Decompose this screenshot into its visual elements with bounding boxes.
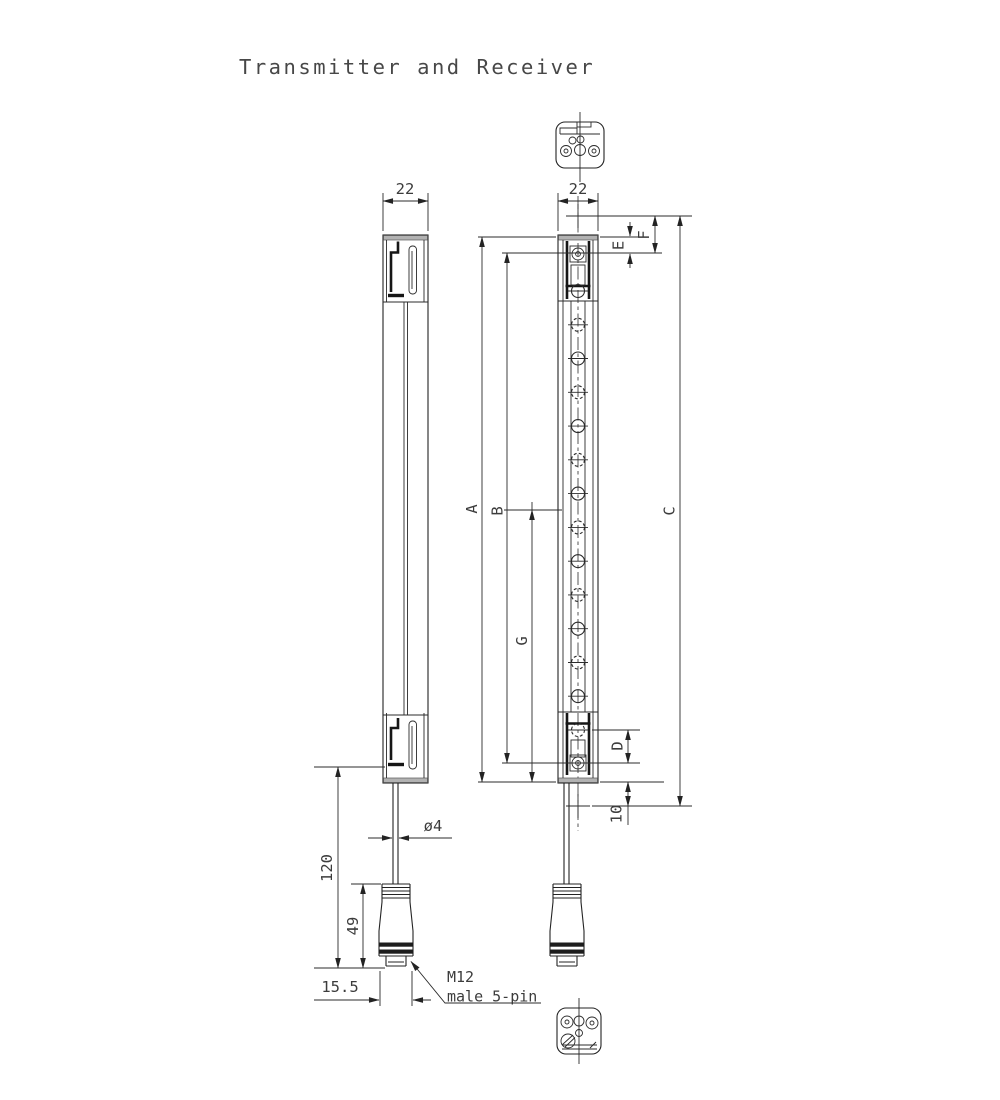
cable bbox=[393, 783, 398, 884]
connector-taper bbox=[379, 902, 413, 931]
top-end-screw-right-dot bbox=[592, 149, 596, 153]
cable-diameter-label: ø4 bbox=[423, 817, 443, 835]
connector-band bbox=[379, 943, 413, 947]
ext-lines-22-side bbox=[383, 193, 428, 231]
front-cable-connector bbox=[550, 783, 584, 966]
connector-thread-tip bbox=[386, 956, 406, 966]
side-extrusion-lines bbox=[383, 302, 428, 715]
front-width-label: 22 bbox=[568, 180, 588, 198]
top-end-small-hole-2 bbox=[577, 136, 584, 143]
connector-type-label-2: male 5-pin bbox=[447, 987, 538, 1006]
front-bottom-cap bbox=[559, 778, 598, 783]
front-view bbox=[550, 196, 598, 966]
ext-lines-15-5 bbox=[380, 971, 412, 1006]
bottom-end-screw-right bbox=[586, 1017, 598, 1029]
connector-ribs bbox=[382, 884, 410, 902]
side-top-cap bbox=[384, 236, 428, 241]
side-bottom-cap bbox=[384, 778, 428, 783]
cable-length-label: 120 bbox=[318, 854, 336, 882]
page-title: Transmitter and Receiver bbox=[239, 55, 596, 79]
connector-band bbox=[379, 950, 413, 954]
top-end-screw-right bbox=[589, 146, 600, 157]
side-top-slot bbox=[409, 246, 417, 294]
top-end-view bbox=[556, 112, 604, 182]
side-width-label: 22 bbox=[395, 180, 415, 198]
side-bottom-slot bbox=[409, 721, 417, 769]
top-end-key-notch bbox=[577, 122, 591, 127]
side-top-bracket-section bbox=[391, 242, 398, 293]
top-end-screw-left bbox=[561, 146, 572, 157]
top-end-small-hole-1 bbox=[569, 137, 576, 144]
top-reference-cross bbox=[566, 204, 590, 228]
dim-a-label: A bbox=[463, 504, 481, 514]
connector-callout bbox=[411, 962, 541, 1006]
bottom-reference-cross bbox=[566, 794, 590, 818]
dim-g-label: G bbox=[513, 636, 531, 646]
bottom-end-screw-left bbox=[561, 1016, 573, 1028]
side-view bbox=[383, 235, 428, 783]
top-end-screw-left-dot bbox=[564, 149, 568, 153]
connector-type-label-1: M12 bbox=[447, 968, 475, 986]
connector-width-label: 15.5 bbox=[321, 978, 359, 996]
dim-c-label: C bbox=[660, 506, 679, 516]
cable-and-connector bbox=[379, 783, 413, 966]
dim-f-label: F bbox=[635, 230, 653, 240]
bottom-end-screw-right-dot bbox=[590, 1021, 594, 1025]
side-bottom-bracket-section bbox=[391, 718, 398, 760]
dim-d-label: D bbox=[608, 741, 627, 751]
front-top-cap bbox=[559, 236, 598, 241]
bottom-end-view bbox=[557, 998, 601, 1064]
dimensions-front bbox=[463, 180, 692, 825]
bottom-end-screw-left-dot bbox=[565, 1020, 569, 1024]
dim-b-label: B bbox=[488, 506, 507, 516]
side-housing bbox=[383, 235, 428, 783]
connector-length-label: 49 bbox=[344, 916, 362, 936]
dim-e-label: E bbox=[609, 240, 628, 251]
end-offset-label: 10 bbox=[607, 804, 626, 824]
bottom-end-cable-hole bbox=[561, 1034, 575, 1048]
